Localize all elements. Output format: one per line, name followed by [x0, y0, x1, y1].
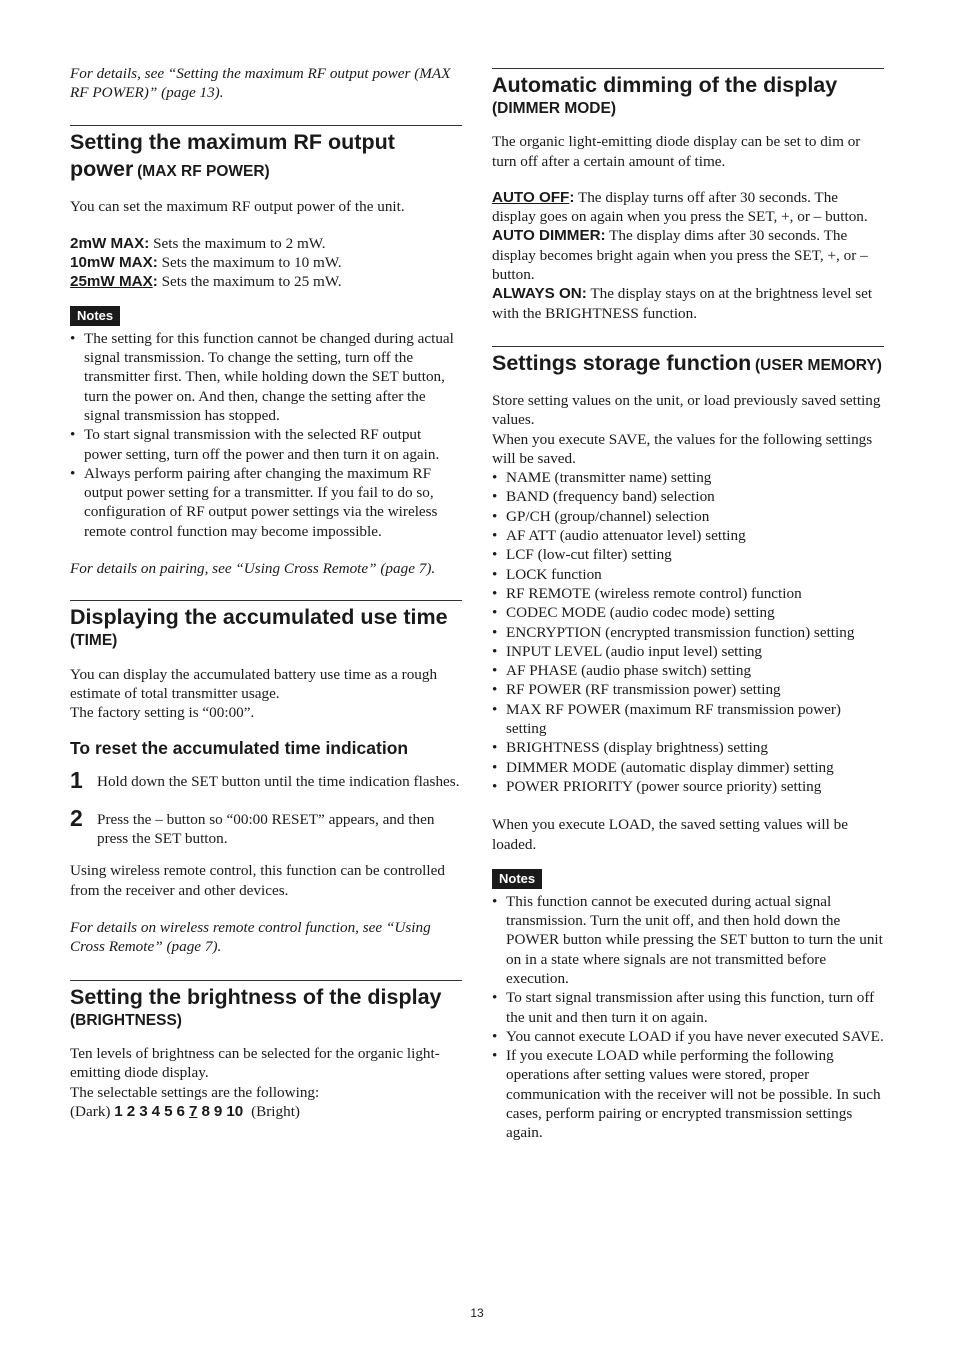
section-subtitle: (MAX RF POWER)	[137, 162, 270, 180]
load-description: When you execute LOAD, the saved setting values will be loaded.	[492, 816, 848, 853]
intro-reference: For details, see “Setting the maximum RF output power (MAX RF POWER)” (page 13).	[70, 65, 451, 102]
note-item: • To start signal transmission with the selected RF output power setting, turn off the power and then turn it on again.	[70, 425, 462, 464]
brightness-level: 6	[176, 1102, 185, 1120]
list-item: • CODEC MODE (audio codec mode) setting	[492, 603, 884, 622]
section-description: You can display the accumulated battery use time as a rough estimate of total transmitter usage.	[70, 665, 438, 702]
level-list	[114, 1103, 247, 1120]
right-column	[492, 0, 884, 1143]
step-text: Press the – button so “00:00 RESET” appears, and then press the SET button.	[97, 810, 435, 848]
left-column	[70, 0, 462, 1121]
section-description: You can set the maximum RF output power of the unit.	[70, 197, 405, 215]
brightness-level: 5	[164, 1102, 173, 1120]
list-item: • RF POWER (RF transmission power) setting	[492, 680, 884, 699]
brightness-level: 3	[139, 1102, 148, 1120]
section-dimmer-mode	[492, 68, 884, 118]
section-user-memory	[492, 346, 884, 377]
bright-label: (Bright)	[251, 1102, 300, 1120]
section-description: The organic light-emitting diode display can be set to dim or turn off after a certain amount of time.	[492, 133, 861, 170]
list-item: • RF REMOTE (wireless remote control) function	[492, 584, 884, 603]
list-item: • AF ATT (audio attenuator level) setting	[492, 526, 884, 545]
brightness-level: 9	[213, 1102, 223, 1120]
note-item: • You cannot execute LOAD if you have never executed SAVE.	[492, 1027, 884, 1046]
note-item: • If you execute LOAD while performing the following operations after setting values were stored, proper communication with the receiver will not be possible. In such cases, perform pairing or encrypted transmission settings again.	[492, 1046, 884, 1142]
page-number: 13	[470, 1306, 484, 1320]
option-item	[492, 226, 884, 284]
option-text: Sets the maximum to 2 mW.	[153, 234, 326, 252]
option-text: The display turns off after 30 seconds. The display goes on again when you press the SET, +, or – button.	[492, 188, 868, 226]
option-list	[492, 188, 884, 323]
option-list	[70, 234, 462, 292]
list-item: • BAND (frequency band) selection	[492, 487, 884, 506]
section-subtitle: (USER MEMORY)	[755, 356, 882, 374]
brightness-level: 4	[151, 1102, 161, 1120]
list-item: • DIMMER MODE (automatic display dimmer) setting	[492, 758, 884, 777]
section-subtitle: (DIMMER MODE)	[492, 100, 616, 117]
pairing-reference: For details on pairing, see “Using Cross Remote” (page 7).	[70, 560, 436, 578]
list-item: • POWER PRIORITY (power source priority) setting	[492, 777, 884, 796]
brightness-level: 1	[114, 1102, 123, 1120]
option-label: AUTO DIMMER:	[492, 227, 606, 245]
option-text: Sets the maximum to 25 mW.	[161, 273, 342, 291]
option-text: Sets the maximum to 10 mW.	[161, 254, 342, 272]
list-item: • BRIGHTNESS (display brightness) setting	[492, 738, 884, 757]
option-label-default: AUTO OFF	[492, 188, 570, 206]
list-item: • LOCK function	[492, 565, 884, 584]
brightness-level: 2	[126, 1102, 136, 1120]
option-item	[70, 234, 462, 253]
section-title: Setting the brightness of the display	[70, 984, 442, 1009]
brightness-level: 8	[201, 1102, 210, 1120]
step-number: 1	[70, 766, 83, 793]
dark-label: (Dark)	[70, 1102, 111, 1120]
remote-control-text: Using wireless remote control, this function can be controlled from the receiver and other devices.	[70, 862, 445, 899]
step-text: Hold down the SET button until the time indication flashes.	[97, 772, 460, 790]
brightness-level-default: 7	[189, 1102, 198, 1120]
notes-block	[492, 869, 884, 1143]
note-item: • Always perform pairing after changing the maximum RF output power setting for a transmitter. If you fail to do so, configuration of RF output power settings via the wireless remote control function may become impossible.	[70, 464, 462, 541]
note-item: • To start signal transmission after using this function, turn off the unit and then turn it on again.	[492, 988, 884, 1027]
option-label: 10mW MAX:	[70, 254, 158, 272]
list-item: • INPUT LEVEL (audio input level) setting	[492, 642, 884, 661]
list-item: • MAX RF POWER (maximum RF transmission power) setting	[492, 700, 884, 739]
option-label-colon: :	[152, 273, 158, 291]
option-item	[492, 284, 884, 323]
remote-reference: For details on wireless remote control function, see “Using Cross Remote” (page 7).	[70, 919, 431, 956]
section-description: Store setting values on the unit, or load previously saved setting values.	[492, 391, 881, 429]
section-subtitle: (BRIGHTNESS)	[70, 1011, 182, 1029]
option-text: The display stays on at the brightness level set with the BRIGHTNESS function.	[492, 285, 873, 322]
list-item: • AF PHASE (audio phase switch) setting	[492, 661, 884, 680]
note-item: • The setting for this function cannot be changed during actual signal transmission. To change the setting, turn off the transmitter first. Then, while holding down the SET button, turn the power on. And then, change the setting after the signal transmission has stopped.	[70, 329, 462, 425]
section-title: Displaying the accumulated use time	[70, 605, 448, 630]
section-title: Settings storage function	[492, 350, 752, 375]
option-item-default	[70, 272, 462, 291]
section-description: Ten levels of brightness can be selected for the organic light-emitting diode display.	[70, 1044, 440, 1082]
step-number: 2	[70, 804, 83, 831]
section-title: Setting the maximum RF output power	[70, 129, 395, 181]
option-label-colon: :	[569, 188, 575, 206]
notes-badge: Notes	[70, 306, 120, 326]
option-text: The display dims after 30 seconds. The display becomes bright again when you press the SET, +, or – button.	[492, 227, 868, 284]
notes-badge: Notes	[492, 869, 542, 889]
save-description: When you execute SAVE, the values for the following settings will be saved.	[492, 430, 873, 467]
option-item	[70, 253, 462, 272]
section-max-rf-power	[70, 125, 462, 183]
note-item: • This function cannot be executed during actual signal transmission. Turn the unit off, and then hold down the POWER button while pressing the SET button to turn the unit on in a state where signals are not transmitted before execution.	[492, 892, 884, 988]
section-time	[70, 600, 462, 650]
brightness-level: 10	[226, 1102, 244, 1120]
notes-list	[70, 329, 462, 541]
list-item: • NAME (transmitter name) setting	[492, 468, 884, 487]
selectable-settings-text: The selectable settings are the following:	[70, 1083, 320, 1101]
option-item-default	[492, 188, 884, 227]
list-item: • ENCRYPTION (encrypted transmission function) setting	[492, 623, 884, 642]
section-title: Automatic dimming of the display	[492, 73, 838, 97]
list-item: • LCF (low-cut filter) setting	[492, 545, 884, 564]
section-subtitle: (TIME)	[70, 632, 118, 650]
option-label: ALWAYS ON:	[492, 285, 587, 303]
option-label: 2mW MAX:	[70, 234, 150, 252]
notes-block	[70, 306, 462, 541]
list-item: • GP/CH (group/channel) selection	[492, 507, 884, 526]
reset-heading: To reset the accumulated time indication	[70, 737, 409, 758]
step-1	[70, 766, 462, 793]
option-label-default: 25mW MAX	[70, 273, 153, 291]
factory-setting-text: The factory setting is “00:00”.	[70, 704, 255, 722]
saved-settings-list	[492, 468, 884, 796]
step-2	[70, 804, 462, 849]
brightness-levels	[70, 1102, 462, 1121]
section-brightness	[70, 980, 462, 1030]
notes-list	[492, 892, 884, 1143]
